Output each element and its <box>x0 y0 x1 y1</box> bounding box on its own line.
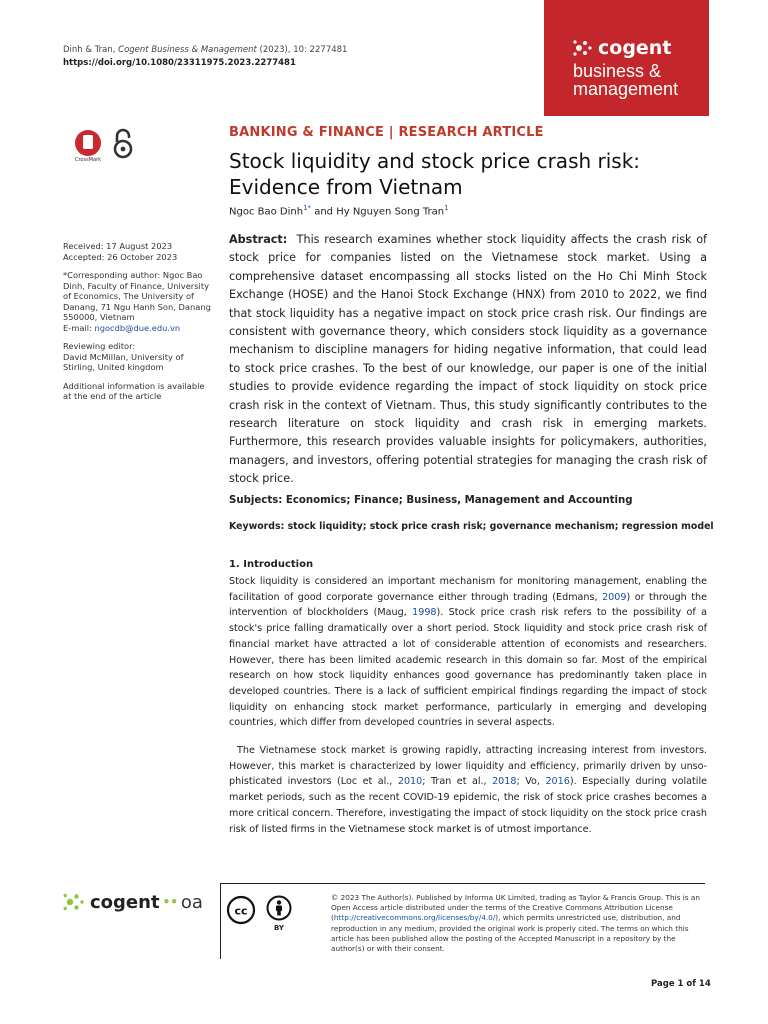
citation-link[interactable]: 2010 <box>397 776 423 788</box>
svg-text:cc: cc <box>234 904 248 918</box>
attribution-badge <box>264 895 294 932</box>
dates <box>63 241 213 262</box>
author-name[interactable]: Hy Nguyen Song Tran <box>336 206 445 218</box>
author-separator: and <box>311 206 337 218</box>
license-statement <box>331 893 711 954</box>
corresponding-author: *Corresponding author: Ngoc Bao Dinh, Faculty of Finance, University of Economics, The University of Danang, 71 Ngu Hanh Son, Danang 550000, Vietnam <box>63 270 211 322</box>
attribution-person-icon <box>266 895 292 921</box>
cogent-logo <box>573 37 671 59</box>
doi-link[interactable]: https://doi.org/10.1080/23311975.2023.2277481 <box>63 58 296 68</box>
cogent-burst-icon <box>573 38 595 58</box>
abstract-text: This research examines whether stock liquidity affects the crash risk of stock price for companies listed on the Vietnamese stock market. Using a comprehensive dataset encompassing all stocks listed on the Ho Chi Minh Stock Exchange (HOSE) and the Hanoi Stock Exchange (HNX) from 2010 to 2022, we find that stock liquidity has a negative impact on stock price crash risk. Our findings are consistent with governance theory, which considers stock liquidity as a governance mechanism to discipline managers for hiding negative information, that could lead to stock price crashes. To the best of our knowledge, our paper is one of the initial studies to provide evidence regarding the impact of stock liquidity on stock price crash risk in the context of Vietnam. Thus, this study significantly contributes to the research literature on stock liquidity and crash risk in emerging markets. Furthermore, this research provides valuable insights for policymakers, authorities, managers, and investors, offering potential strategies for managing the crash risk of stock price. <box>229 233 707 486</box>
paragraph-text: ; Tran et al., <box>422 776 493 788</box>
open-access-icon <box>112 128 134 160</box>
keywords-line: Keywords: stock liquidity; stock price crash risk; governance mechanism; regression model <box>229 521 714 532</box>
cc-license-badges[interactable] <box>226 895 294 932</box>
footer-divider-vertical <box>220 883 221 959</box>
email-label: E-mail: <box>63 322 95 333</box>
journal-subtitle-line2: management <box>573 79 679 99</box>
brand-name: cogent <box>598 37 672 59</box>
email-link[interactable]: ngocdb@due.edu.vn <box>94 322 181 333</box>
reviewing-editor-label: Reviewing editor: <box>63 341 136 351</box>
author-affiliation-marker: 1 <box>444 204 449 212</box>
corresponding-author-block <box>63 270 213 333</box>
license-text: ), which permits unrestricted use, distribution, and reproduction in any medium, provided the original work is properly cited. The terms on which this article has been published allow the posting of the Accepted Manuscript in a repository by the author(s) or with their consent. <box>331 913 689 954</box>
article-title: Stock liquidity and stock price crash risk: Evidence from Vietnam <box>229 149 641 199</box>
citation-link[interactable]: 2018 <box>492 776 517 788</box>
author-list <box>229 204 449 217</box>
footer-logo-oa: oa <box>180 891 203 913</box>
citation-link[interactable]: 1998 <box>412 607 437 619</box>
citation-header <box>63 44 347 70</box>
additional-info: Additional information is available at the end of the article <box>63 380 205 401</box>
reviewing-editor: David McMillan, University of Stirling, United kingdom <box>63 351 184 372</box>
crossmark-badge-icon <box>75 130 101 156</box>
paragraph-text: ). Especially during volatile market periods, such as the recent COVID-19 epidemic, the risk of stock price crashes becomes a more critical concern. Therefore, investigating the impact of stock liquidity on the stock price crash risk of listed firms in the Vietnamese stock market is of utmost importance. <box>229 776 708 835</box>
journal-subtitle <box>573 62 678 98</box>
citation-link[interactable]: 2016 <box>545 776 570 788</box>
dots-separator-icon: •• <box>162 895 178 909</box>
journal-brand-box <box>544 0 709 116</box>
creative-commons-icon <box>226 895 256 925</box>
cogent-oa-logo <box>63 891 203 913</box>
author-affiliation-marker: 1* <box>303 204 312 212</box>
author-name[interactable]: Ngoc Bao Dinh <box>229 206 304 218</box>
license-link[interactable]: http://creativecommons.org/licenses/by/4.0/ <box>333 913 496 923</box>
paragraph-text: ) or through the intervention of blockholders (Maug, <box>229 591 708 619</box>
received-date: Received: 17 August 2023 <box>63 241 173 251</box>
subjects-line: Subjects: Economics; Finance; Business, Management and Accounting <box>229 495 633 506</box>
footer-divider-horizontal <box>220 883 705 884</box>
abstract <box>229 231 707 489</box>
reviewing-editor-block <box>63 341 213 373</box>
license-text: © 2023 The Author(s). Published by Informa UK Limited, trading as Taylor & Francis Group. This is an Open Access article distributed under the terms of the Creative Commons Attribution License ( <box>331 893 700 923</box>
body-paragraph <box>229 743 707 837</box>
article-metadata-sidebar <box>63 241 213 410</box>
cc-by-label: BY <box>273 924 285 932</box>
cogent-burst-icon <box>63 891 87 913</box>
crossmark-icon[interactable] <box>71 130 105 163</box>
paragraph-text: The Vietnamese stock market is growing rapidly, attracting increasing interest from investors. However, this market is characterized by lower liquidity and efficiency, primarily driven by unsophisticated investors (Loc et al., <box>229 745 707 788</box>
citation-line: Dinh & Tran, Cogent Business & Management (2023), 10: 2277481 <box>63 45 348 55</box>
abstract-label: Abstract: <box>229 233 288 246</box>
citation-link[interactable]: 2009 <box>602 591 627 603</box>
paragraph-text: ). Stock price crash risk refers to the possibility of a stock's price falling dramatically over a short period. Stock liquidity and stock price crash risk of financial market have attracted a lot of considerable attention of economists and researchers. However, there has been limited academic research in this domain so far. Most of the empirical research on how stock liquidity enhances good governance has predominantly taken place in developed countries. There is a lack of sufficient empirical findings regarding the impact of stock liquidity on enhancing stock market performance, particularly in emerging and developing countries, which differ from developed countries in several aspects. <box>229 607 707 729</box>
footer-logo-text: cogent <box>90 891 160 913</box>
body-paragraph <box>229 574 707 731</box>
accepted-date: Accepted: 26 October 2023 <box>63 251 178 262</box>
introduction-heading: 1. Introduction <box>229 559 314 570</box>
journal-subtitle-line1: business & <box>573 61 662 81</box>
page-number: Page 1 of 14 <box>651 979 711 989</box>
paragraph-text: Stock liquidity is considered an important mechanism for monitoring management, enabling the facilitation of good corporate governance either through trading (Edmans, <box>229 576 707 603</box>
paragraph-text: ; Vo, <box>516 776 546 788</box>
crossmark-label: CrossMark <box>74 157 102 163</box>
section-label: BANKING & FINANCE | RESEARCH ARTICLE <box>229 125 544 140</box>
